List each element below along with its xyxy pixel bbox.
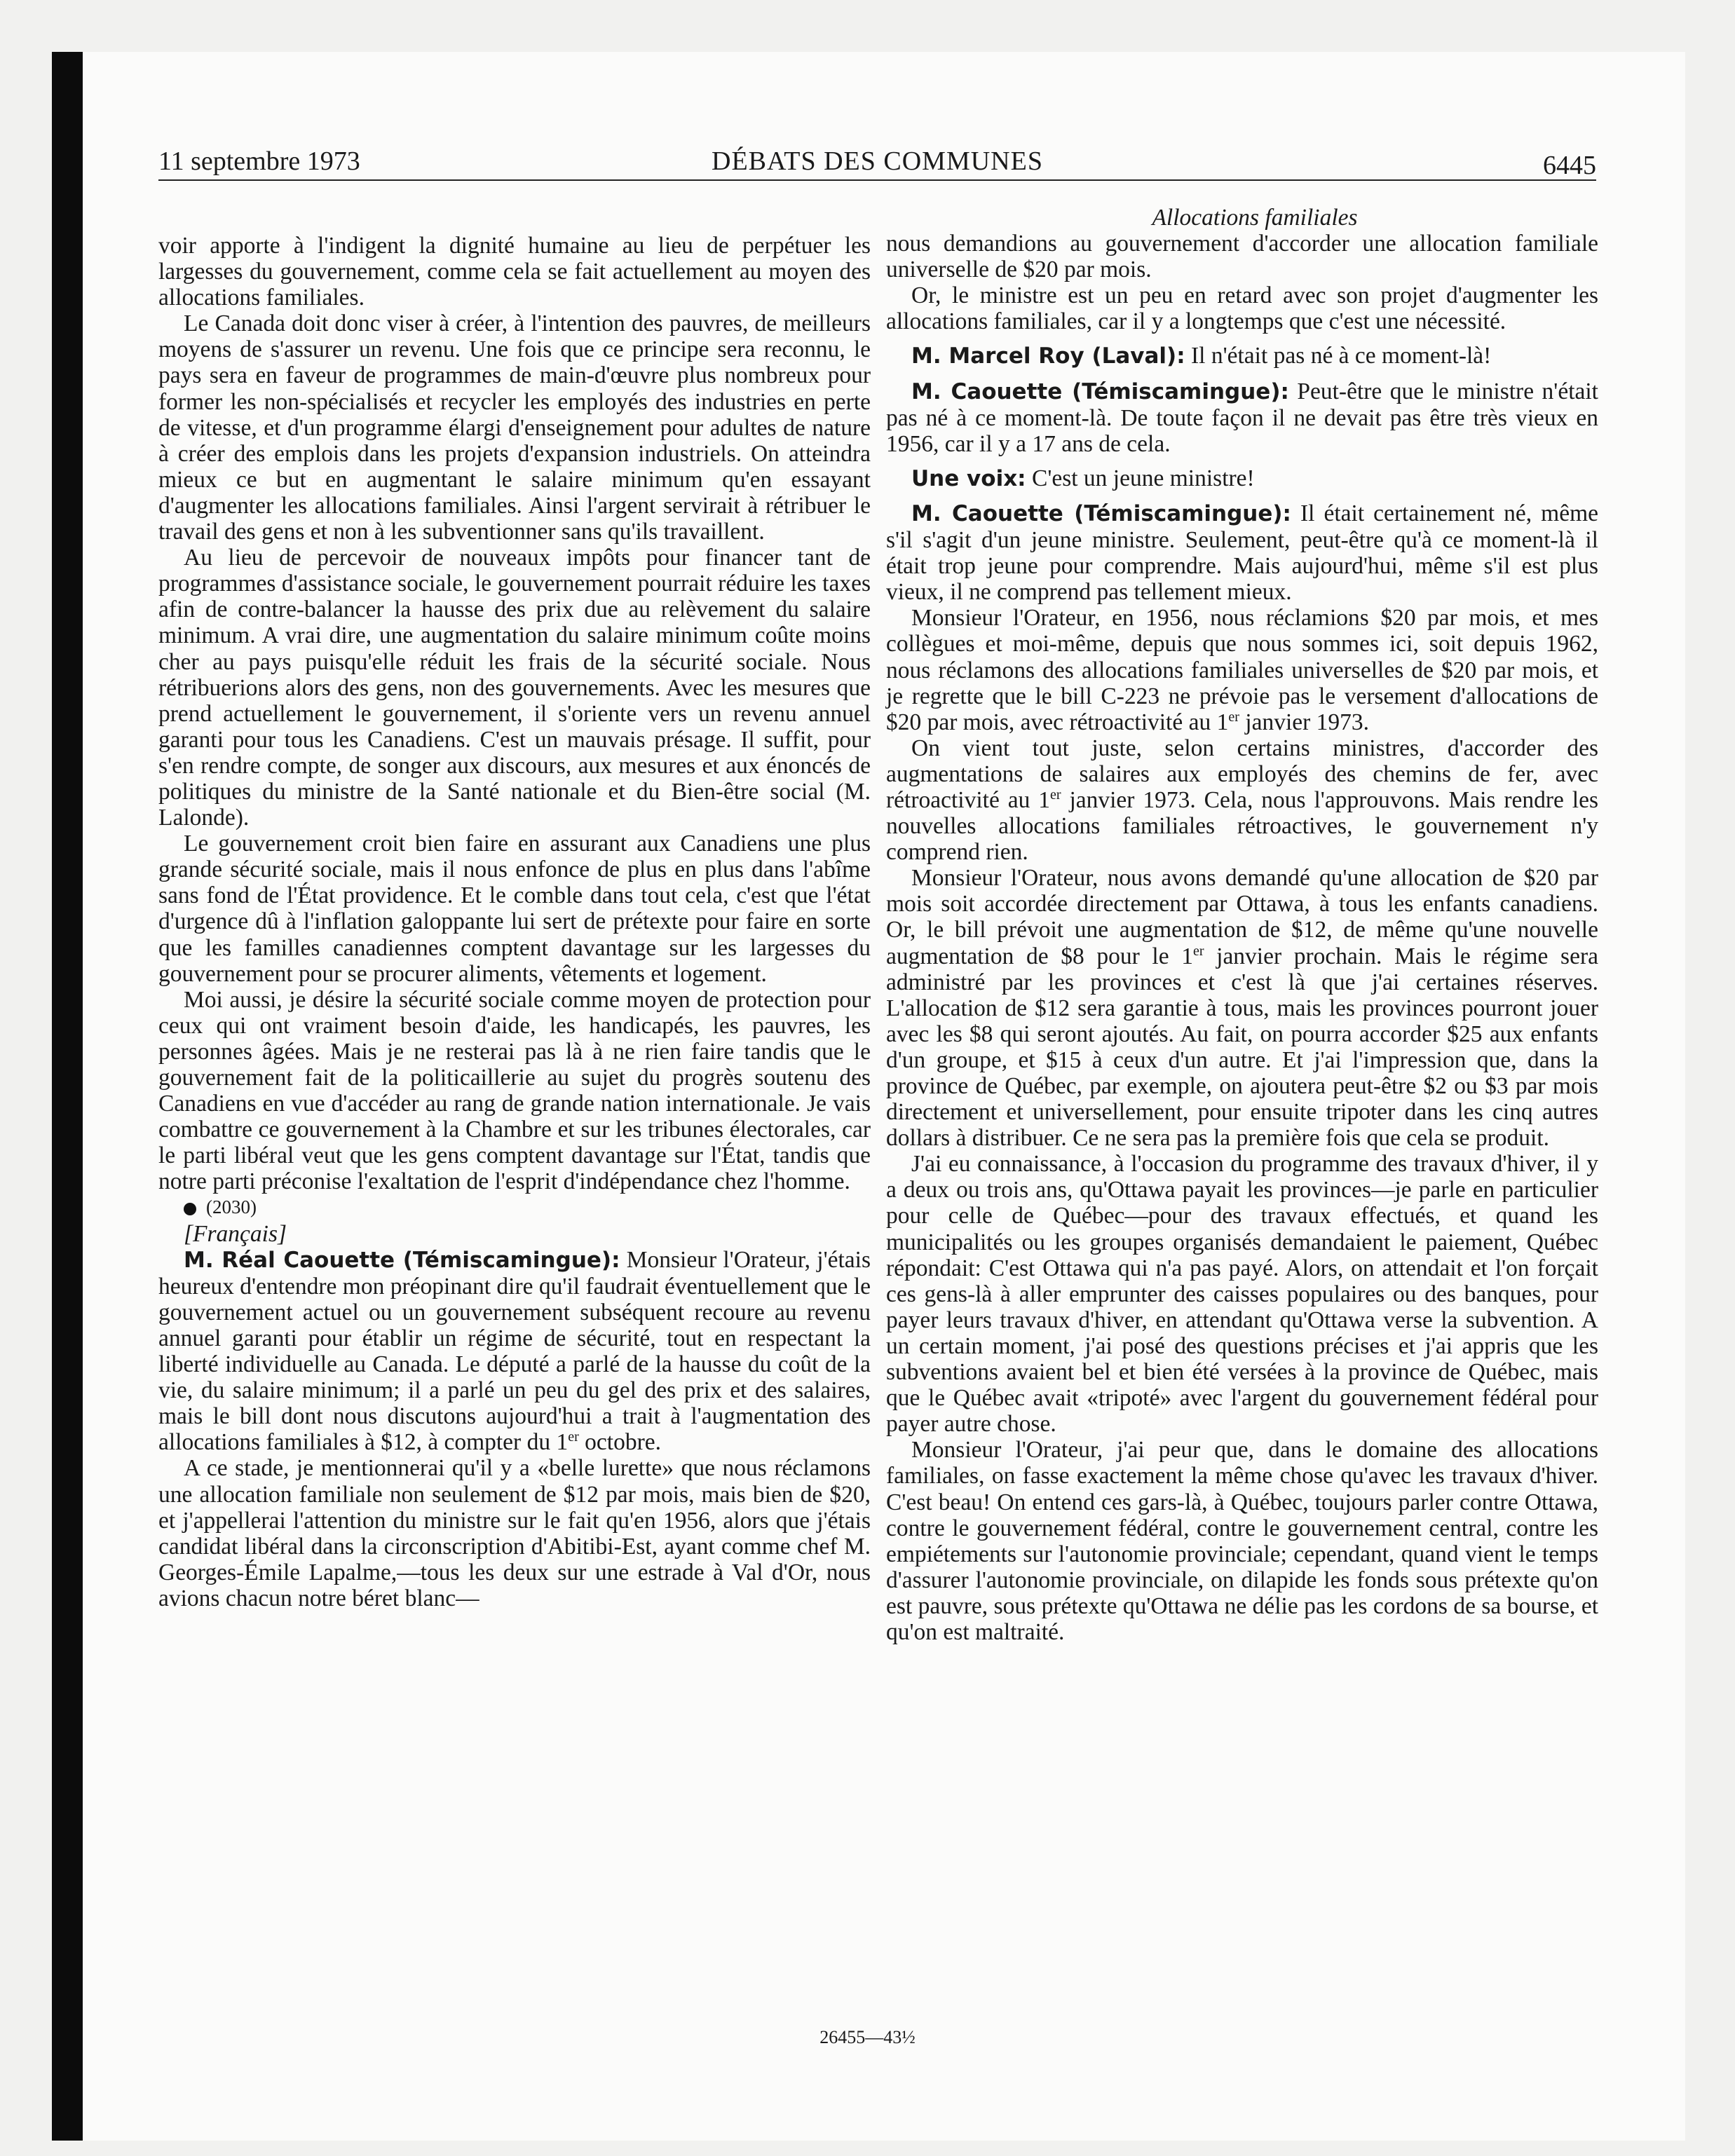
superscript: er (568, 1429, 579, 1445)
speech-paragraph (886, 343, 1598, 369)
right-column (886, 205, 1598, 1645)
paragraph: Moi aussi, je désire la sécurité sociale comme moyen de protection pour ceux qui ont vraiment besoin d'aide, les handicapés, les pauvres, les personnes âgées. Mais je ne resterai pas là à ne rien faire tandis que le gouvernement fait de la politicaillerie au sujet du progrès soutenu des Canadiens en vue d'accéder au rang de grande nation internationale. Je vais combattre ce gouvernement à la Chambre et sur les tribunes électorales, car le parti libéral veut que les gens comptent davantage sur l'État, tandis que notre parti préconise l'exaltation de l'esprit d'indépendance chez l'homme. (158, 986, 871, 1195)
paragraph (886, 605, 1598, 735)
speech-text: Il était certainement né, même s'il s'agit d'un jeune ministre. Seulement, peut-être qu'à ce moment-là il était trop jeune pour comprendre. Mais aujourd'hui, même s'il est plus vieux, il ne comprend pas tellement mieux. (886, 500, 1598, 606)
footer-code: 26455—43½ (819, 2027, 916, 2047)
paragraph: J'ai eu connaissance, à l'occasion du programme des travaux d'hiver, il y a deux ou trois ans, qu'Ottawa payait les provinces—je parle en particulier pour celle de Québec—pour des travaux effectués, et quand les municipalités ou les groupes organisés demandaient le paiement, Québec répondait: C'est Ottawa qui n'a pas payé. Alors, on attendait et l'on forçait ces gens-là à aller emprunter des caisses populaires ou des banques, pour payer leurs travaux d'hiver, en attendant qu'Ottawa verse la subvention. A un certain moment, j'ai posé des questions précises et j'ai appris que les subventions avaient bel et bien été versées à la province de Québec, mais que le Québec avait «tripoté» avec l'argent du gouvernement fédéral pour payer autre chose. (886, 1151, 1598, 1438)
speech-text: octobre. (578, 1429, 661, 1456)
header-title: DÉBATS DES COMMUNES (712, 146, 1043, 176)
speech-paragraph (158, 1247, 871, 1456)
header-date: 11 septembre 1973 (158, 146, 360, 176)
paragraph (886, 735, 1598, 865)
speech-text: Il n'était pas né à ce moment-là! (1191, 343, 1492, 369)
superscript: er (1192, 943, 1204, 959)
speaker-name: M. Marcel Roy (Laval): (911, 343, 1185, 369)
superscript: er (1228, 709, 1239, 725)
time-marker (158, 1194, 871, 1220)
paragraph: Le Canada doit donc viser à créer, à l'intention des pauvres, de meilleurs moyens de s'assurer un revenu. Une fois que ce principe sera reconnu, le pays sera en faveur de programmes de main-d'œuvre plus nombreux pour former les non-spécialisés et recycler les employés des industries en perte de vitesse, et d'un programme élargi d'enseignement pour adultes de nature à créer des emplois dans les projets d'expansion industriels. On atteindra mieux ce but en augmentant le salaire minimum qu'en essayant d'augmenter les allocations familiales. Ainsi l'argent servirait à rétribuer le travail des gens et non à les subventionner sans qu'ils travaillent. (158, 311, 871, 545)
paragraph-text: janvier 1973. (1239, 709, 1370, 735)
page-header (158, 143, 1596, 181)
speech-paragraph (886, 465, 1598, 492)
bullet-icon (184, 1203, 196, 1215)
language-marker: [Français] (184, 1220, 287, 1247)
paragraph: nous demandions au gouvernement d'accorder une allocation familiale universelle de $20 par mois. (886, 231, 1598, 283)
paragraph-text: Monsieur l'Orateur, en 1956, nous réclamions $20 par mois, et mes collègues et moi-même, depuis que nous sommes ici, soit depuis 1962, nous réclamons des allocations familiales universelles de $20 par mois, et je regrette que le bill C-223 ne prévoie pas le versement d'allocations de $20 par mois, avec rétroactivité au 1 (886, 605, 1598, 735)
paragraph: Or, le ministre est un peu en retard avec son projet d'augmenter les allocations familiales, car il y a longtemps que c'est une nécessité. (886, 282, 1598, 335)
speech-text: C'est un jeune ministre! (1031, 465, 1255, 491)
paragraph: Le gouvernement croit bien faire en assurant aux Canadiens une plus grande sécurité sociale, mais il nous enfonce de plus en plus dans l'abîme sans fond de l'État providence. Et le comble dans tout cela, c'est que l'état d'urgence dû à l'inflation galoppante lui sert de prétexte pour faire en sorte que les familles canadiennes comptent davantage sur les largesses du gouvernement pour se procurer aliments, vêtements et logement. (158, 831, 871, 987)
paragraph: A ce stade, je mentionnerai qu'il y a «belle lurette» que nous réclamons une allocation familiale non seulement de $12 par mois, mais bien de $20, et j'appellerai l'attention du ministre sur le fait qu'en 1956, alors que j'étais candidat libéral dans la circonscription d'Abitibi-Est, ayant comme chef M. Georges-Émile Lapalme,—tous les deux sur une estrade à Val d'Or, nous avions chacun notre béret blanc— (158, 1455, 871, 1611)
superscript: er (1050, 786, 1061, 803)
speech-text: Monsieur l'Orateur, j'étais heureux d'entendre mon préopinant dire qu'il faudrait éventuellement que le gouvernement actuel ou un gouvernement subséquent recoure au revenu annuel garanti pour établir un régime de sécurité, tout en respectant la liberté individuelle au Canada. Le député a parlé de la hausse du coût de la vie, du salaire minimum; il a parlé un peu du gel des prix et des salaires, mais le bill dont nous discutons aujourd'hui a trait à l'augmentation des allocations familiales à $12, à compter du 1 (158, 1246, 871, 1456)
paragraph: voir apporte à l'indigent la dignité humaine au lieu de perpétuer les largesses du gouvernement, comme cela se fait actuellement au moyen des allocations familiales. (158, 233, 871, 311)
left-column (158, 233, 871, 1611)
speaker-name: M. Caouette (Témiscamingue): (911, 378, 1289, 404)
paragraph: Monsieur l'Orateur, j'ai peur que, dans le domaine des allocations familiales, on fasse exactement la même chose qu'avec les travaux d'hiver. C'est beau! On entend ces gars-là, à Québec, toujours parler contre Ottawa, contre le gouvernement fédéral, contre le gouvernement central, contre les empiétements sur l'autonomie provinciale; cependant, quand vient le temps d'assurer l'autonomie provinciale, on dilapide les fonds sous prétexte qu'on est pauvre, sous prétexte qu'Ottawa ne délie pas les cordons de sa bourse, et qu'on est maltraité. (886, 1437, 1598, 1645)
paragraph: Au lieu de percevoir de nouveaux impôts pour financer tant de programmes d'assistance sociale, le gouvernement pourrait réduire les taxes afin de contre-balancer la hausse des prix due au relèvement du salaire minimum. A vrai dire, une augmentation du salaire minimum coûte moins cher au pays puisqu'elle réduit les frais de la sécurité sociale. Nous rétribuerions alors des gens, non des gouvernements. Avec les mesures que prend actuellement le gouvernement, il s'oriente vers un revenu annuel garanti pour tous les Canadiens. C'est un mauvais présage. Il suffit, pour s'en rendre compte, de songer aux discours, aux mesures et aux énoncés de politiques du ministre de la Santé nationale et du Bien-être social (M. Lalonde). (158, 545, 871, 831)
paragraph-text: On vient tout juste, selon certains ministres, d'accorder des augmentations de salaires aux employés des chemins de fer, avec rétroactivité au 1 (886, 735, 1598, 813)
speech-paragraph (886, 378, 1598, 457)
speaker-name: Une voix: (911, 465, 1026, 491)
paragraph-text: janvier prochain. Mais le régime sera administré par les provinces et c'est là que j'ai certaines réserves. L'allocation de $12 sera garantie à tous, mais les provinces pourront jouer avec les $8 qui seront ajoutés. Au fait, on pourra accorder $25 aux enfants d'un groupe, et $15 à ceux d'un autre. Et j'ai l'impression que, dans la province de Québec, par exemple, on ajoutera peut-être $2 ou $3 par mois directement et universellement, pour ensuite tripoter dans les cinq autres dollars à distribuer. Ce ne sera pas la première fois que cela se produit. (886, 943, 1598, 1152)
speaker-name: M. Réal Caouette (Témiscamingue): (184, 1247, 620, 1273)
section-title: Allocations familiales (1152, 205, 1358, 231)
paragraph (886, 865, 1598, 1151)
scan-edge-bar (52, 52, 83, 2141)
paragraph-text: janvier 1973. Cela, nous l'approuvons. Mais rendre les nouvelles allocations familiales rétroactives, le gouvernement n'y comprend rien. (886, 786, 1598, 866)
speech-paragraph (886, 500, 1598, 605)
speaker-name: M. Caouette (Témiscamingue): (911, 500, 1291, 526)
time-marker-text: (2030) (206, 1196, 257, 1218)
paragraph-text: Monsieur l'Orateur, nous avons demandé qu'une allocation de $20 par mois soit accordée directement par Ottawa, à tous les enfants canadiens. Or, le bill prévoit une augmentation de $12, de même qu'une nouvelle augmentation de $8 pour le 1 (886, 865, 1598, 969)
speech-text: Peut-être que le ministre n'était pas né à ce moment-là. De toute façon il ne devait pas être très vieux en 1956, car il y a 17 ans de cela. (886, 378, 1598, 457)
header-page-number: 6445 (1543, 151, 1596, 180)
